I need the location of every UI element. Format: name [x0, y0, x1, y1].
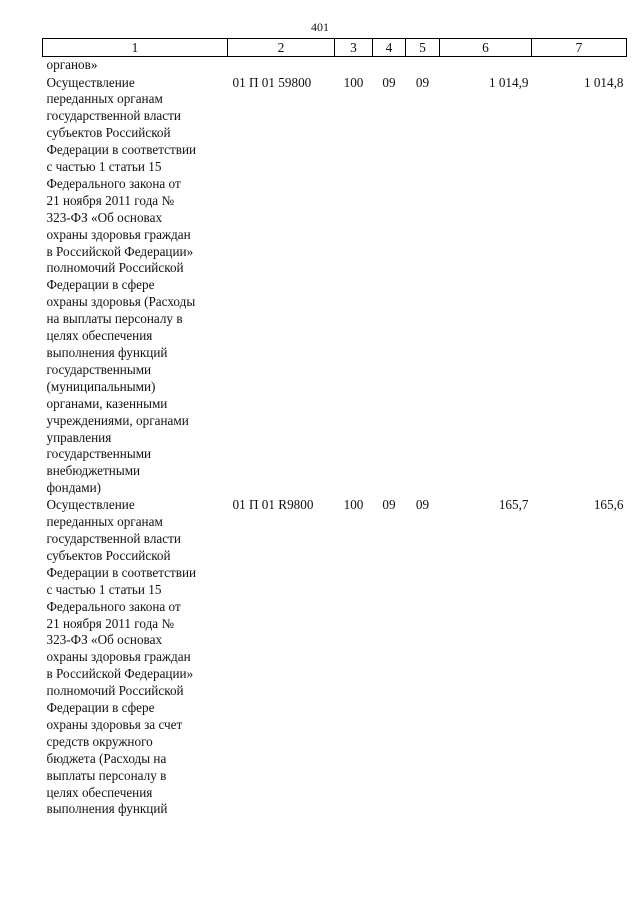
row-sum-col7	[532, 57, 627, 75]
row-sum-col7: 165,6	[593, 497, 624, 513]
table-row	[43, 497, 627, 818]
row-rz	[373, 57, 406, 75]
row-name: Осуществление переданных органам государственной власти субъектов Российской Федерации в соответствии с частью 1 статьи 15 Федерального закона от 21 ноября 2011 года № 323-ФЗ «Об основах охраны здоровья граждан в Российской Федерации» полномочий Российской Федерации в сфере охраны здоровья за счет средств окружного бюджета (Расходы на выплаты персоналу в целях обеспечения выполнения функций	[46, 497, 197, 817]
table-row	[43, 75, 627, 498]
budget-table	[42, 38, 627, 818]
row-sum-col6	[440, 57, 532, 75]
column-header-1: 1	[43, 39, 228, 57]
column-header-6: 6	[440, 39, 532, 57]
row-rz: 09	[382, 74, 396, 90]
row-pr: 09	[415, 497, 430, 513]
row-vr: 100	[343, 74, 364, 90]
page-number: 401	[311, 20, 329, 34]
row-pr	[406, 57, 440, 75]
column-header-5: 5	[406, 39, 440, 57]
row-sum-col6: 165,7	[498, 497, 529, 513]
row-name: Осуществление переданных органам государственной власти субъектов Российской Федерации в соответствии с частью 1 статьи 15 Федерального закона от 21 ноября 2011 года № 323-ФЗ «Об основах охраны здоровья граждан в Российской Федерации» полномочий Российской Федерации в сфере охраны здоровья (Расходы на выплаты персоналу в целях обеспечения выполнения функций государственными (муниципальными) органами, казенными учреждениями, органами управления государственными внебюджетными фондами)	[46, 74, 197, 496]
row-rz: 09	[382, 497, 396, 513]
column-header-4: 4	[373, 39, 406, 57]
column-header-7: 7	[532, 39, 627, 57]
table-row	[43, 57, 627, 75]
row-name: органов»	[46, 57, 98, 72]
row-vr	[335, 57, 373, 75]
row-code	[228, 57, 335, 75]
column-header-3: 3	[335, 39, 373, 57]
row-sum-col6: 1 014,9	[488, 74, 529, 90]
row-sum-col7: 1 014,8	[583, 74, 624, 90]
row-code: 01 П 01 59800	[232, 74, 312, 90]
table-header-row	[43, 39, 627, 57]
row-code: 01 П 01 R9800	[232, 497, 314, 513]
row-vr: 100	[343, 497, 364, 513]
row-pr: 09	[415, 74, 430, 90]
column-header-2: 2	[228, 39, 335, 57]
